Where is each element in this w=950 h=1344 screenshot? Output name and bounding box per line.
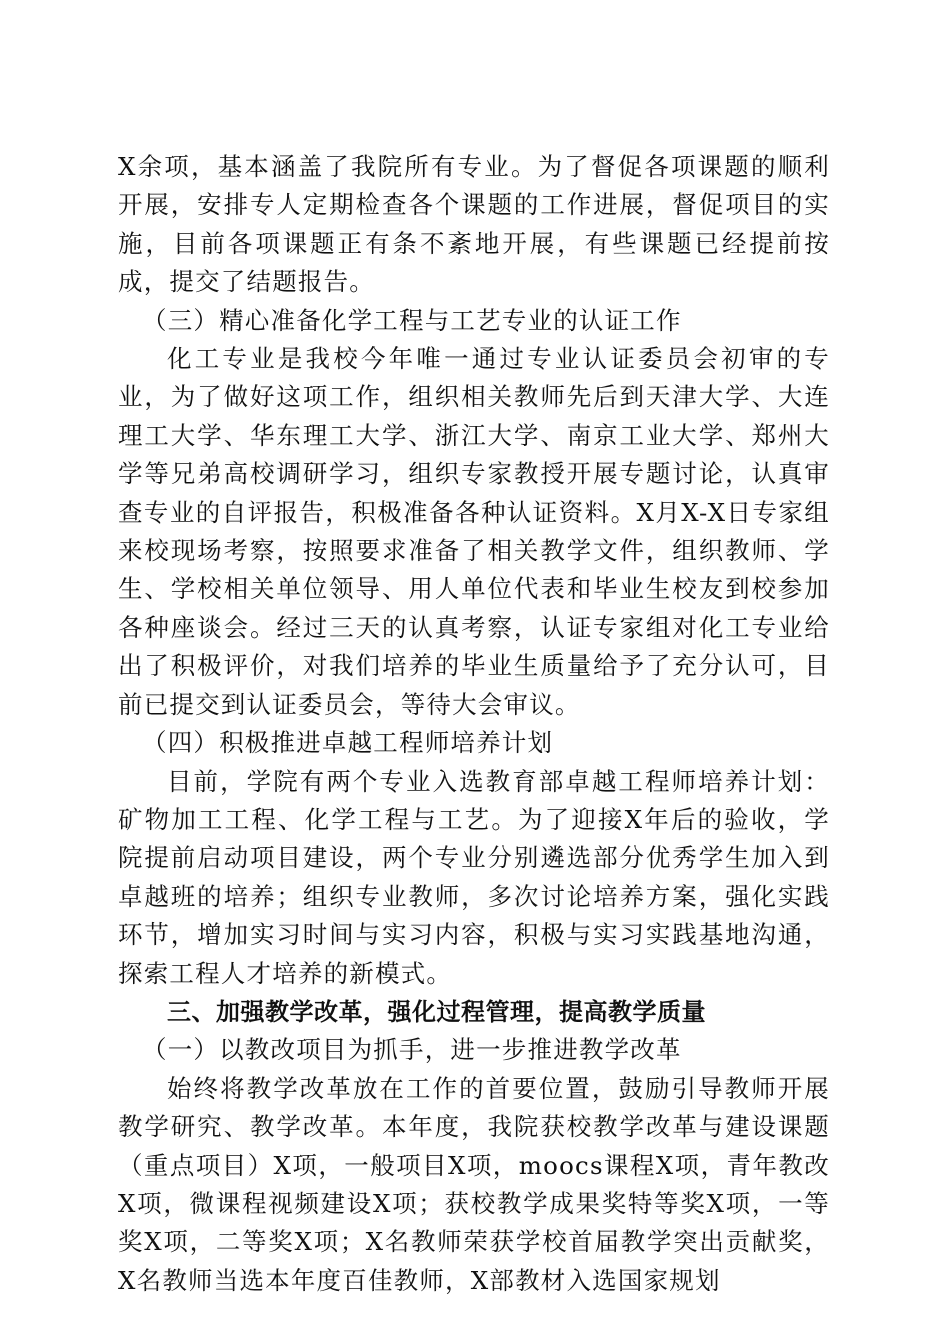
document-body (118, 148, 830, 1300)
paragraph-teaching-reform: 始终将教学改革放在工作的首要位置，鼓励引导教师开展教学研究、教学改革。本年度，我院获校教学改革与建设课题（重点项目）X项，一般项目X项，moocs课程X项，青年教改X项，微课程视频建设X项；获校教学成果奖特等奖X项，一等奖X项，二等奖X项；X名教师荣获学校首届教学突出贡献奖，X名教师当选本年度百佳教师，X部教材入选国家规划 (118, 1073, 830, 1295)
paragraph-continuation: X余项，基本涵盖了我院所有专业。为了督促各项课题的顺利开展，安排专人定期检查各个课题的工作进展，督促项目的实施，目前各项课题正有条不紊地开展，有些课题已经提前按成，提交了结题报告。 (118, 152, 830, 297)
section-heading-1: （一）以教改项目为抓手，进一步推进教学改革 (142, 1035, 682, 1065)
paragraph-excellent-engineer: 目前，学院有两个专业入选教育部卓越工程师培养计划：矿物加工工程、化学工程与工艺。为了迎接X年后的验收，学院提前启动项目建设，两个专业分别遴选部分优秀学生加入到卓越班的培养；组织专业教师，多次讨论培养方案，强化实践环节，增加实习时间与实习内容，积极与实习实践基地沟通，探索工程人才培养的新模式。 (118, 766, 830, 988)
paragraph-certification: 化工专业是我校今年唯一通过专业认证委员会初审的专业，为了做好这项工作，组织相关教师先后到天津大学、大连理工大学、华东理工大学、浙江大学、南京工业大学、郑州大学等兄弟高校调研学习，组织专家教授开展专题讨论，认真审查专业的自评报告，积极准备各种认证资料。X月X-X日专家组来校现场考察，按照要求准备了相关教学文件，组织教师、学生、学校相关单位领导、用人单位代表和毕业生校友到校参加各种座谈会。经过三天的认真考察，认证专家组对化工专业给出了积极评价，对我们培养的毕业生质量给予了充分认可，目前已提交到认证委员会，等待大会审议。 (118, 344, 830, 719)
section-heading-4: （四）积极推进卓越工程师培养计划 (142, 728, 554, 758)
chapter-heading-3: 三、加强教学改革，强化过程管理，提高教学质量 (167, 997, 706, 1026)
section-heading-3: （三）精心准备化学工程与工艺专业的认证工作 (142, 305, 682, 335)
